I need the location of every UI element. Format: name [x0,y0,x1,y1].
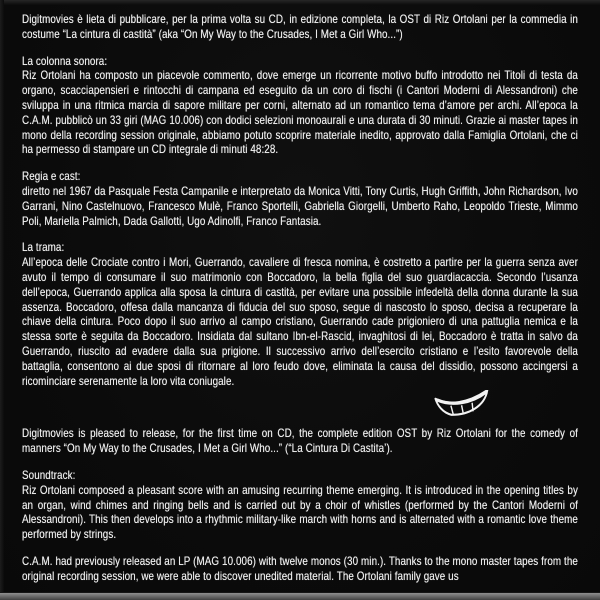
section-trama [22,240,578,388]
section-colonna-sonora [22,54,578,158]
cam-release-paragraph-english: C.A.M. had previously released an LP (MAG 10.006) with twelve monos (30 min.). Thanks to the mono master tapes from the original recording session, we were able to discover unedited material. The Ortolani family gave us [22,553,578,583]
section-soundtrack [22,468,578,542]
page-edge-bottom [0,592,600,600]
page-edge-top [0,0,600,5]
body-trama: All’epoca delle Crociate contro i Mori, Guerrando, cavaliere di fresca nomina, è costretto a partire per la guerra senza aver avuto il tempo di consumare il suo matrimonio con Boccadoro, la bella figlia del suo guardiacaccia. Secondo l’usanza dell’epoca, Guerrando applica alla sposa la cintura di castità, per evitare una possibile infedeltà della donna durante la sua assenza. Boccadoro, offesa dalla mancanza di fiducia del suo sposo, segue di nascosto lo sposo, decisa a recuperare la chiave della cintura. Poco dopo il suo arrivo al campo cristiano, Guerrando cade prigioniero di una pattuglia nemica e la stessa sorte è seguita da Boccadoro. Insidiata dal sultano Ibn-el-Rascid, invaghitosi di lei, Boccadoro è tratta in salvo da Guerrando, riuscito ad evadere dalla sua prigione. Il successivo arrivo dell’esercito cristiano e l’esito favorevole della battaglia, consentono ai due sposi di ritornare al loro feudo dove, eliminata la causa del dissidio, possono accingersi a ricominciare serenamente la loro vita coniugale. [22,255,578,388]
heading-trama: La trama: [22,240,65,255]
body-regia-cast: diretto nel 1967 da Pasquale Festa Campanile e interpretato da Monica Vitti, Tony Curtis, Hugh Griffith, John Richardson, Ivo Garrani, Nino Castelnuovo, Francesco Mulè, Franco Sportelli, Gabriella Giorgelli, Umberto Raho, Leopoldo Trieste, Mimmo Poli, Mariella Palmich, Dada Gallotti, Ugo Adinolfi, Franco Fantasia. [22,183,578,228]
body-soundtrack: Riz Ortolani composed a pleasant score with an amusing recurring theme emerging. It is introduced in the opening titles by an organ, wind chimes and ringing bells and is carried out by a choir of whistles (performed by the Cantori Moderni of Alessandroni). This then develops into a rhythmic military-like march with horns and is alternated with a romantic love theme performed by strings. [22,482,578,542]
page-edge-left [0,0,4,600]
heading-soundtrack: Soundtrack: [22,467,76,482]
intro-paragraph-italian: Digitmovies è lieta di pubblicare, per la prima volta su CD, in edizione completa, la OST di Riz Ortolani per la commedia in costume “La cintura di castità” (aka “On My Way to the Crusades, I Met a Girl Who...”) [22,12,578,41]
body-colonna-sonora: Riz Ortolani ha composto un piacevole commento, dove emerge un ricorrente motivo buffo introdotto nei Titoli di testa da organo, scacciapensieri e rintocchi di campana ed eseguito da un coro di fischi (i Cantori Moderni di Alessandroni) che sviluppa in una ritmica marcia di sapore militare per corni, alternato ad un romantico tema d’amore per archi. All’epoca la C.A.M. pubblicò un 33 giri (MAG 10.006) con dodici selezioni monoaurali e una durata di 30 minuti. Grazie ai master tapes in mono della recording session originale, abbiamo potuto scoprire materiale inedito, approvato dalla Famiglia Ortolani, che ci ha permesso di stampare un CD integrale di minuti 48:28. [22,68,578,157]
intro-paragraph-english: Digitmovies is pleased to release, for the first time on CD, the complete edition OST by Riz Ortolani for the comedy of manners “On My Way to the Crusades, I Met a Girl Who...” (“La Cintura Di Castita’). [22,426,578,456]
heading-colonna-sonora: La colonna sonora: [22,53,108,68]
section-regia-cast [22,169,578,228]
heading-regia-cast: Regia e cast: [22,169,81,184]
smile-icon [433,390,492,416]
smile-icon-row [22,390,578,416]
liner-notes [22,12,578,596]
